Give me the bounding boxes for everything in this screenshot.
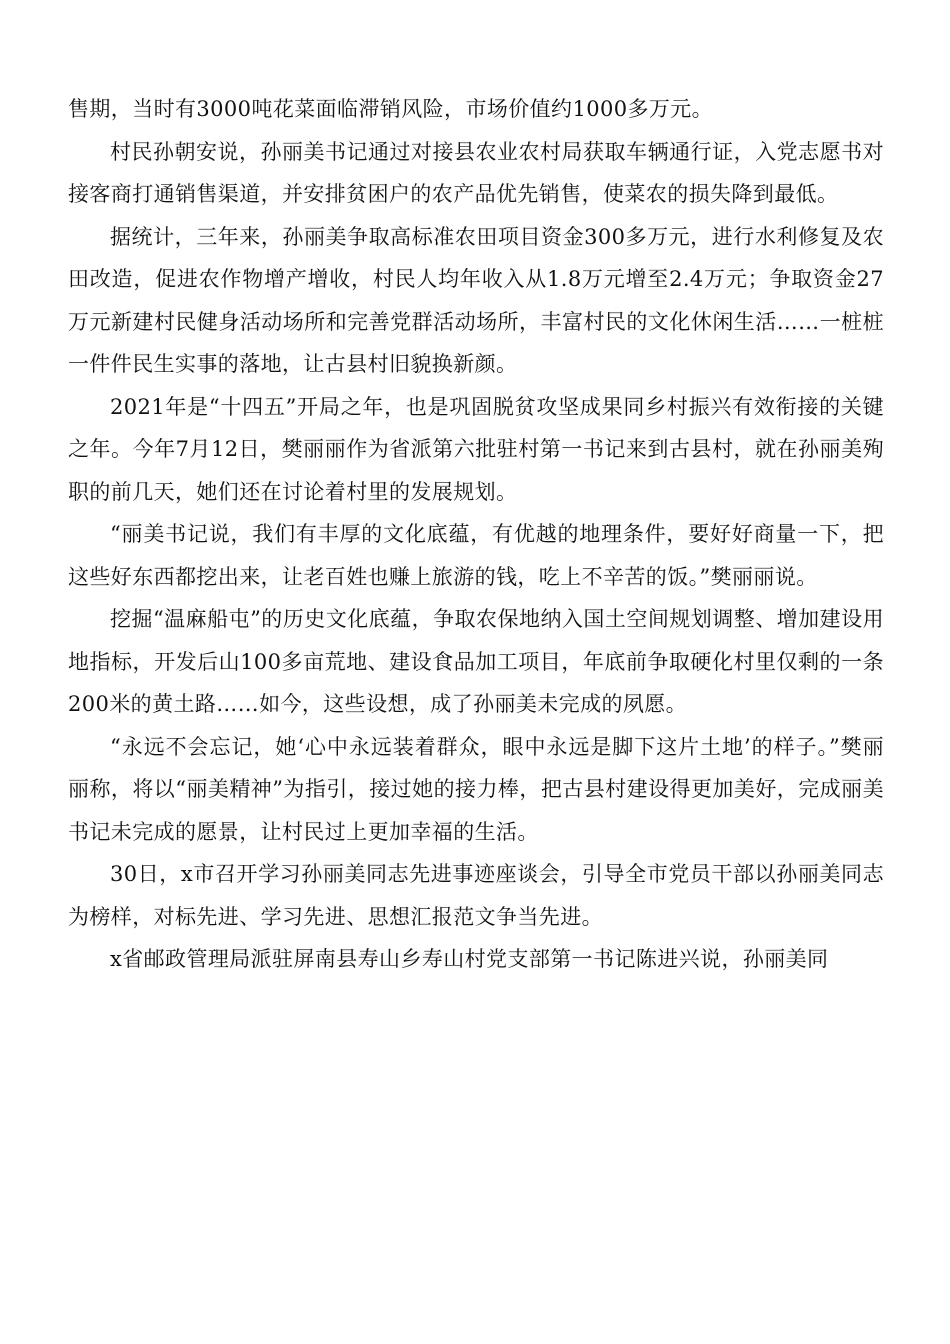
paragraph: “永远不会忘记，她‘心中永远装着群众，眼中永远是脚下这片土地’的样子。”樊丽丽称，将以“丽美精神”为指引，接过她的接力棒，把古县村建设得更加美好，完成丽美书记未完成的愿景，让村民过上更加幸福的生活。 (68, 734, 884, 844)
paragraph: 据统计，三年来，孙丽美争取高标准农田项目资金300多万元，进行水利修复及农田改造，促进农作物增产增收，村民人均年收入从1.8万元增至2.4万元；争取资金27万元新建村民健身活动场所和完善党群活动场所，丰富村民的文化休闲生活……一桩桩一件件民生实事的落地，让古县村旧貌换新颜。 (68, 224, 884, 376)
paragraph: “丽美书记说，我们有丰厚的文化底蕴，有优越的地理条件，要好好商量一下，把这些好东西都挖出来，让老百姓也赚上旅游的钱，吃上不辛苦的饭。”樊丽丽说。 (68, 522, 884, 589)
document-body (68, 88, 884, 981)
paragraph: x省邮政管理局派驻屏南县寿山乡寿山村党支部第一书记陈进兴说，孙丽美同 (110, 947, 829, 971)
paragraph: 30日，x市召开学习孙丽美同志先进事迹座谈会，引导全市党员干部以孙丽美同志为榜样，对标先进、学习先进、思想汇报范文争当先进。 (68, 862, 884, 929)
paragraph-continued: 售期，当时有3000吨花菜面临滞销风险，市场价值约1000多万元。 (68, 97, 714, 121)
paragraph: 2021年是“十四五”开局之年，也是巩固脱贫攻坚成果同乡村振兴有效衔接的关键之年。今年7月12日，樊丽丽作为省派第六批驻村第一书记来到古县村，就在孙丽美殉职的前几天，她们还在讨论着村里的发展规划。 (68, 394, 884, 504)
paragraph: 挖掘“温麻船屯”的历史文化底蕴，争取农保地纳入国土空间规划调整、增加建设用地指标，开发后山100多亩荒地、建设食品加工项目，年底前争取硬化村里仅剩的一条200米的黄土路……如今，这些设想，成了孙丽美未完成的夙愿。 (68, 607, 884, 716)
paragraph: 村民孙朝安说，孙丽美书记通过对接县农业农村局获取车辆通行证，入党志愿书对接客商打通销售渠道，并安排贫困户的农产品优先销售，使菜农的损失降到最低。 (68, 139, 884, 206)
